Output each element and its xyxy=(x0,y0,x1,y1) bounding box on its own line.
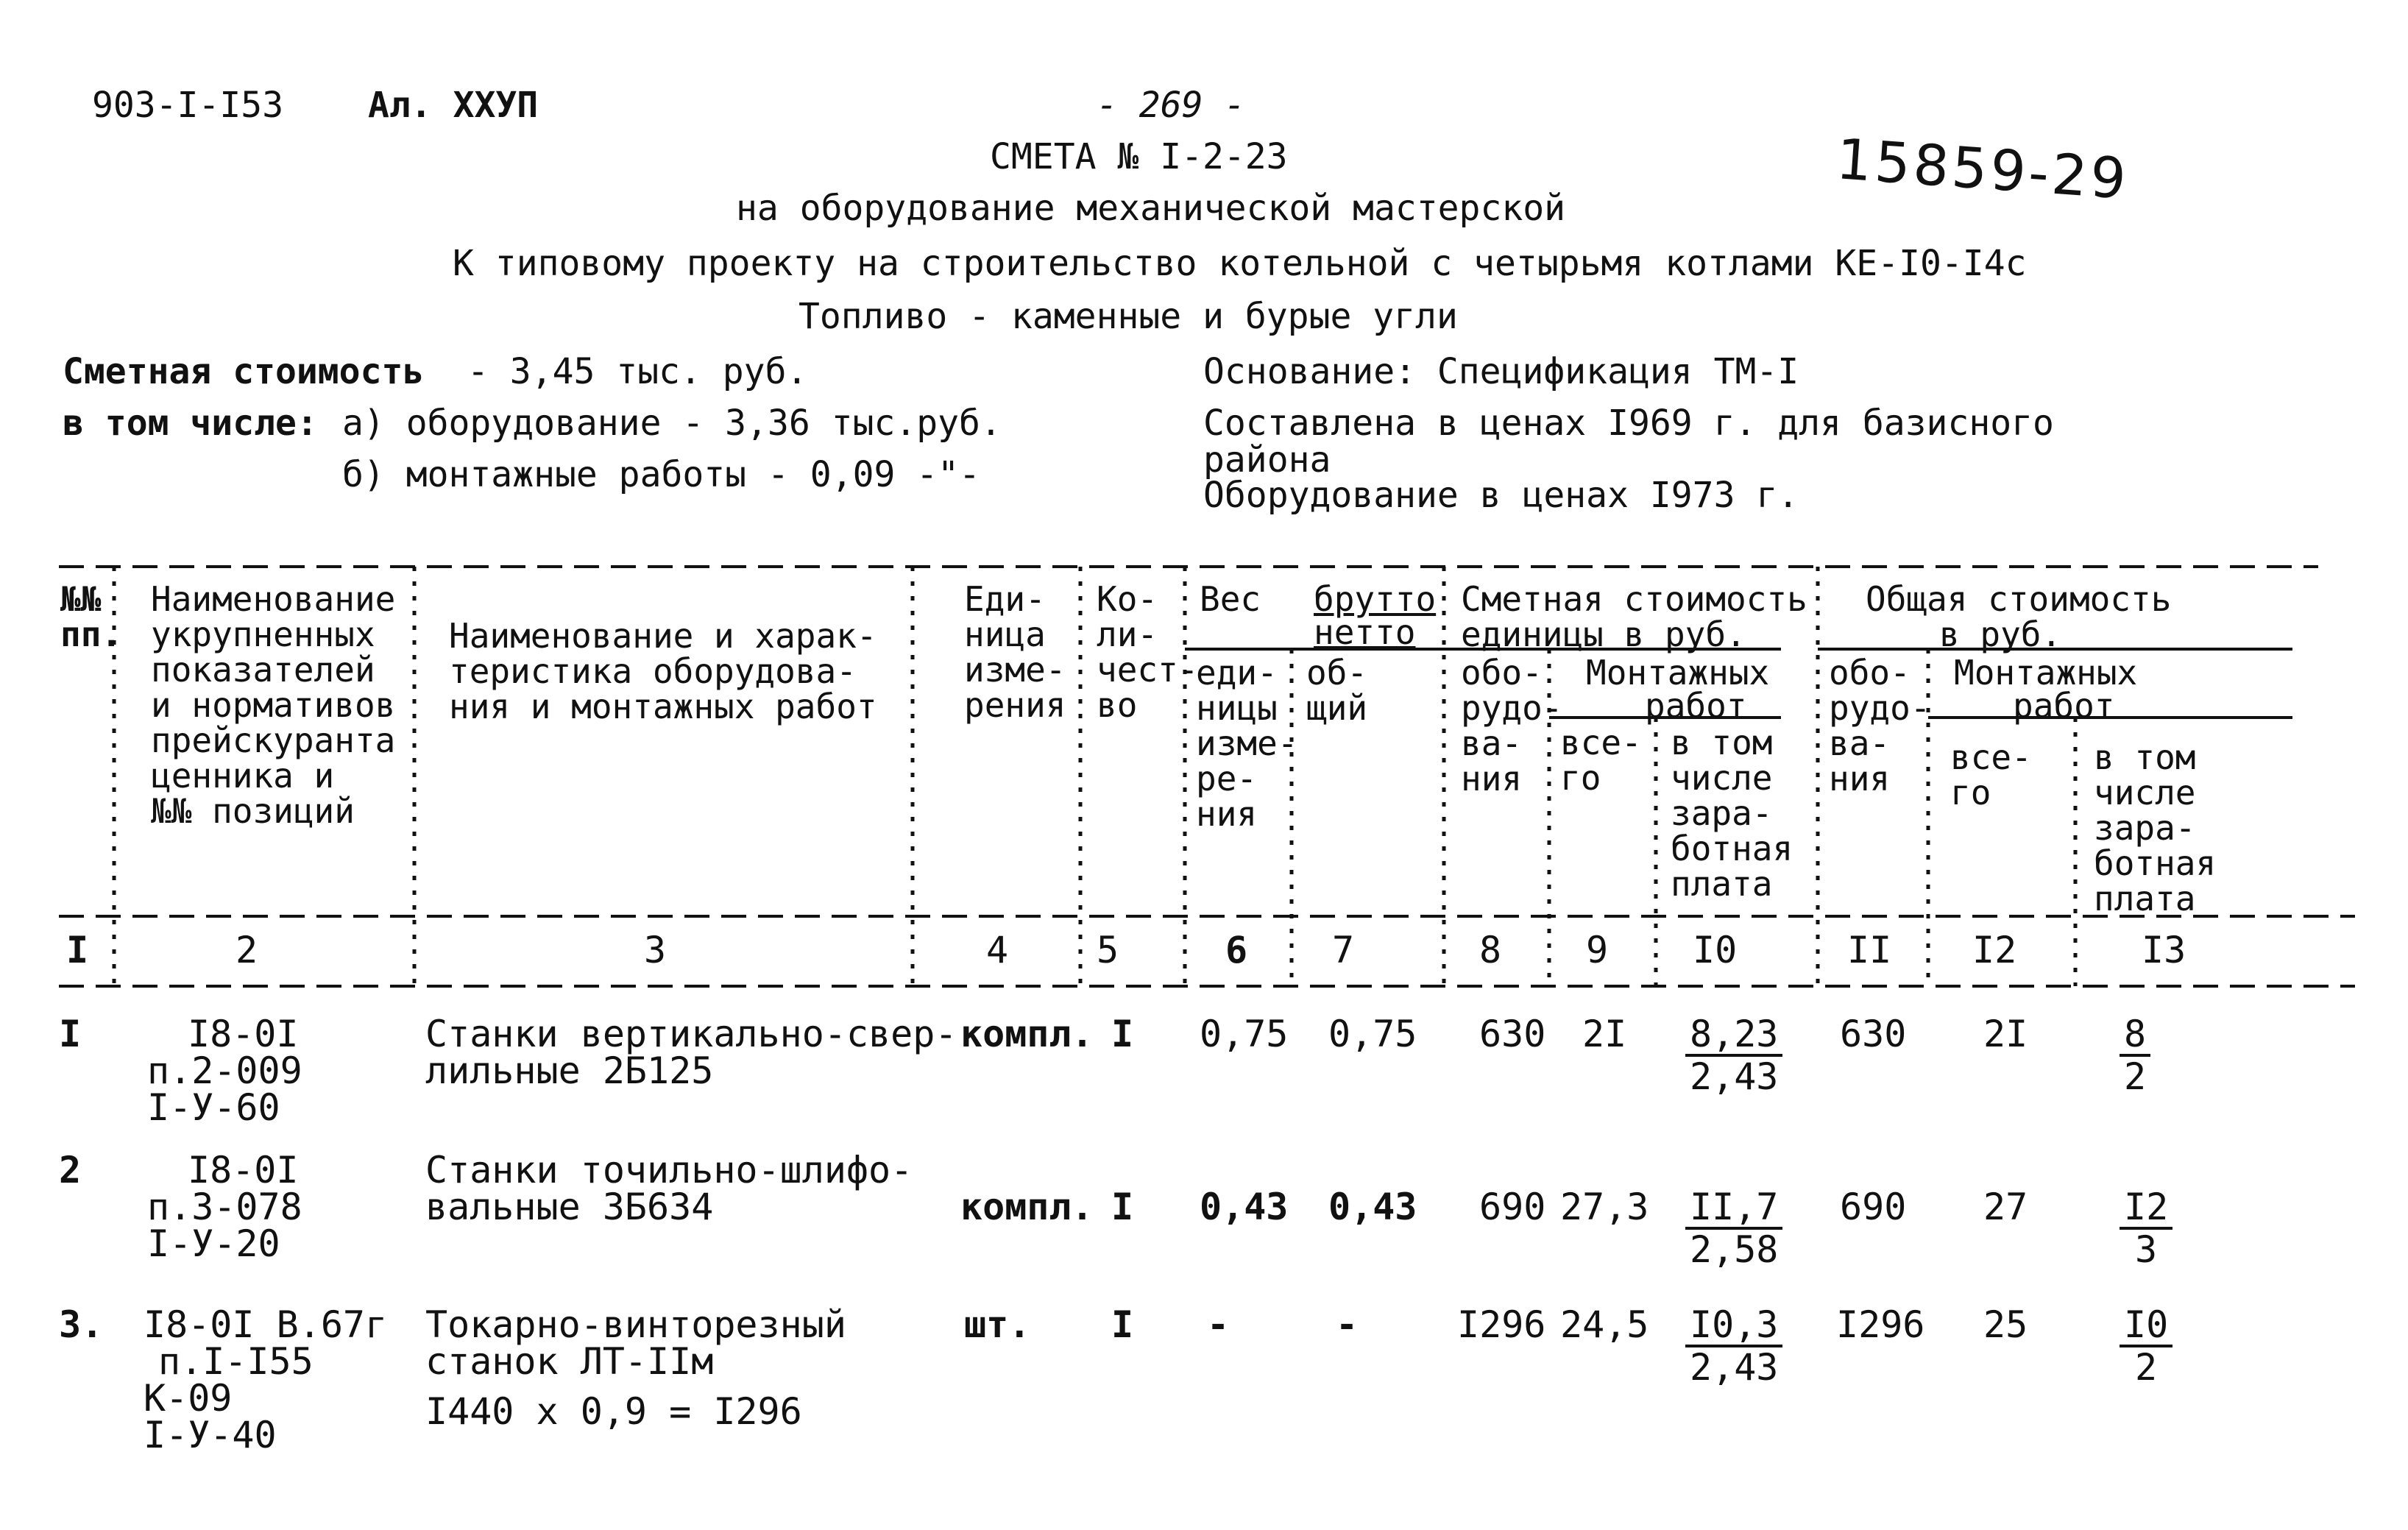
colnum-7: 7 xyxy=(1332,929,1355,971)
basis-line-3: района xyxy=(1203,439,1331,481)
header-unit-mont: Монтажных xyxy=(1586,653,1770,693)
row-mont-unit: 27,3 xyxy=(1560,1186,1649,1228)
row-mont-unit: 24,5 xyxy=(1560,1303,1649,1346)
colnum-10: I0 xyxy=(1693,929,1738,971)
page-number: - 269 - xyxy=(1097,85,1246,126)
row-qty: I xyxy=(1111,1186,1134,1228)
header-col10: в том числе зара- ботная плата xyxy=(1671,723,1793,904)
header-col11: обо- рудо- ва- ния xyxy=(1829,653,1931,798)
row-name: Станки точильно-шлифо- вальные 3Б634 xyxy=(425,1149,913,1228)
row-qty: I xyxy=(1111,1013,1134,1055)
row-salary-unit: $\frac{I0,3}{2,43}$ xyxy=(1685,1306,1782,1386)
colnum-9: 9 xyxy=(1586,929,1609,971)
colnum-8: 8 xyxy=(1479,929,1502,971)
row-code: I8-0I п.2-009 I-У-60 xyxy=(147,1013,302,1129)
row-weight-unit: 0,43 xyxy=(1200,1186,1289,1228)
row-qty: I xyxy=(1111,1303,1134,1346)
row-equip-total: I296 xyxy=(1836,1303,1925,1346)
header-col5: Ко- ли- чест- во xyxy=(1097,579,1199,725)
row-mont-total: 25 xyxy=(1983,1303,2028,1346)
row-unit: шт. xyxy=(964,1303,1031,1346)
colnum-12: I2 xyxy=(1972,929,2017,971)
colnum-1: I xyxy=(66,929,89,971)
colnum-13: I3 xyxy=(2142,929,2186,971)
cost-label: Сметная стоимость xyxy=(63,351,425,392)
subtitle-2: К типовому проекту на строительство котельной с четырьмя котлами КЕ-I0-I4с xyxy=(453,243,2027,284)
document-title: СМЕТА № I-2-23 xyxy=(990,136,1288,177)
row-code: I8-0I п.3-078 I-У-20 xyxy=(147,1149,302,1265)
header-col2: Наименование укрупненных показателей и нормативов прейскуранта ценника и №№ позиций xyxy=(151,579,396,831)
row-salary-unit: $\frac{II,7}{2,58}$ xyxy=(1685,1189,1782,1268)
row-weight-unit: 0,75 xyxy=(1200,1013,1289,1055)
row-equip-total: 690 xyxy=(1840,1186,1907,1228)
equipment-cost: а) оборудование - 3,36 тыс.руб. xyxy=(342,403,1002,444)
header-weight: Вес xyxy=(1200,579,1261,619)
cost-value: - 3,45 тыс. руб. xyxy=(467,351,808,392)
header-unit-rabot: работ xyxy=(1645,686,1747,726)
colnum-2: 2 xyxy=(236,929,258,971)
row-mont-total: 27 xyxy=(1983,1186,2028,1228)
colnum-5: 5 xyxy=(1097,929,1119,971)
header-col6: еди- ницы изме- ре- ния xyxy=(1196,653,1298,834)
installation-cost: б) монтажные работы - 0,09 -"- xyxy=(342,454,980,495)
row-name: Токарно-винторезный станок ЛТ-IIм I440 x 0,9 = I296 xyxy=(425,1303,846,1433)
header-brutto: брутто xyxy=(1314,579,1437,619)
basis-line-2: Составлена в ценах I969 г. для базисного xyxy=(1203,403,2054,444)
colnum-3: 3 xyxy=(644,929,667,971)
subtitle-1: на оборудование механической мастерской xyxy=(736,188,1566,229)
basis-line-1: Основание: Спецификация ТМ-I xyxy=(1203,351,1799,392)
project-code: 903-I-I53 xyxy=(92,85,284,126)
row-name: Станки вертикально-свер- лильные 2Б125 xyxy=(425,1013,957,1092)
row-equip-unit: I296 xyxy=(1457,1303,1546,1346)
row-weight-total: - xyxy=(1336,1303,1359,1346)
handwritten-number: 15859-29 xyxy=(1834,126,2131,212)
header-netto: нетто xyxy=(1314,612,1416,652)
header-total-cost: Общая стоимость в руб. xyxy=(1866,579,2172,654)
row-mont-unit: 2I xyxy=(1582,1013,1627,1055)
basis-line-4: Оборудование в ценах I973 г. xyxy=(1203,475,1799,516)
row-code: I8-0I В.67г п.I-I55 К-09 I-У-40 xyxy=(144,1303,388,1456)
header-col3: Наименование и харак- теристика оборудова- ния и монтажных работ xyxy=(449,616,877,726)
row-weight-total: 0,75 xyxy=(1328,1013,1417,1055)
header-col9: все- го xyxy=(1560,723,1642,798)
header-col13: в том числе зара- ботная плата xyxy=(2094,737,2217,918)
row-number: 2 xyxy=(59,1149,82,1191)
header-col1: №№ пп. xyxy=(60,579,122,654)
header-col7: об- щий xyxy=(1306,653,1368,728)
header-total-rabot: работ xyxy=(2013,686,2115,726)
header-unit-cost: Сметная стоимость единицы в руб. xyxy=(1461,579,1807,654)
subtitle-3: Топливо - каменные и бурые угли xyxy=(798,296,1458,337)
row-unit: компл. xyxy=(960,1186,1094,1228)
row-salary-unit: $\frac{8,23}{2,43}$ xyxy=(1685,1016,1782,1095)
colnum-11: II xyxy=(1847,929,1892,971)
header-total-mont: Монтажных xyxy=(1954,653,2138,693)
row-equip-total: 630 xyxy=(1840,1013,1907,1055)
row-number: I xyxy=(59,1013,82,1055)
row-weight-unit: - xyxy=(1207,1303,1230,1346)
row-salary-total: $\frac{I2}{3}$ xyxy=(2120,1189,2172,1268)
colnum-6: 6 xyxy=(1225,929,1248,971)
album-label: Ал. ХХУП xyxy=(368,85,539,126)
row-weight-total: 0,43 xyxy=(1328,1186,1417,1228)
row-equip-unit: 630 xyxy=(1479,1013,1546,1055)
row-number: 3. xyxy=(59,1303,104,1346)
row-equip-unit: 690 xyxy=(1479,1186,1546,1228)
row-salary-total: $\frac{I0}{2}$ xyxy=(2120,1306,2172,1386)
colnum-4: 4 xyxy=(986,929,1009,971)
header-col12: все- го xyxy=(1950,737,2032,812)
row-unit: компл. xyxy=(960,1013,1094,1055)
row-salary-total: $\frac{8}{2}$ xyxy=(2120,1016,2150,1095)
header-col4: Еди- ница изме- рения xyxy=(964,579,1066,725)
including-label: в том числе: xyxy=(63,403,318,444)
row-mont-total: 2I xyxy=(1983,1013,2028,1055)
header-col8: обо- рудо- ва- ния xyxy=(1461,653,1563,798)
